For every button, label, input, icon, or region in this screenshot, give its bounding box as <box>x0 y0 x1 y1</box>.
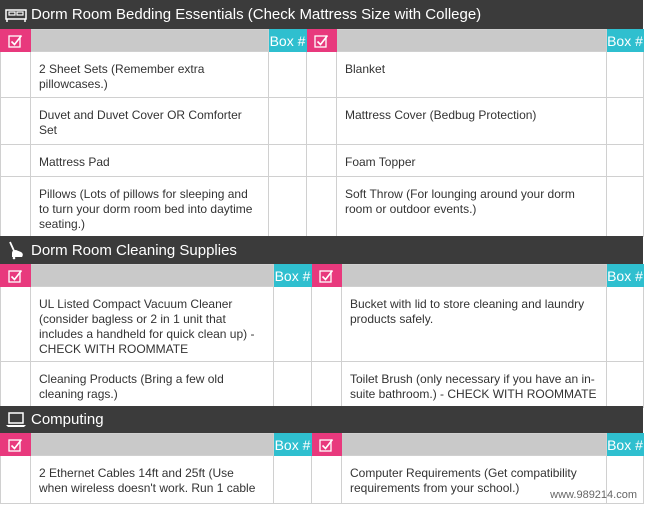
item-column-header <box>31 30 269 52</box>
checkbox-cell[interactable] <box>1 456 31 504</box>
checkbox-cell[interactable] <box>312 287 342 362</box>
section-title: Dorm Room Bedding Essentials (Check Mattress Size with College) <box>31 6 482 23</box>
computing-table <box>0 433 644 504</box>
table-row <box>1 145 644 177</box>
table-header-row <box>1 434 644 456</box>
vacuum-icon <box>5 241 27 259</box>
bed-icon <box>5 6 27 24</box>
table-row <box>1 177 644 237</box>
watermark: www.989214.com <box>550 489 637 501</box>
check-column-header[interactable] <box>1 434 31 456</box>
item-text: Blanket <box>337 52 607 98</box>
table-header-row <box>1 265 644 287</box>
item-text: Mattress Cover (Bedbug Protection) <box>337 98 607 145</box>
checkbox-cell[interactable] <box>1 98 31 145</box>
checkbox-cell[interactable] <box>1 177 31 237</box>
box-number-cell[interactable] <box>269 52 307 98</box>
checkbox-checked-icon <box>8 34 23 48</box>
checkbox-cell[interactable] <box>307 52 337 98</box>
item-text: Computer Requirements (Get compatibility requirements from your school.) <box>342 456 607 504</box>
box-number-cell[interactable] <box>607 362 644 408</box>
section-title: Computing <box>31 411 104 428</box>
box-number-cell[interactable] <box>607 177 644 237</box>
box-number-header: Box # <box>607 434 644 456</box>
box-number-cell[interactable] <box>269 145 307 177</box>
item-text: Cleaning Products (Bring a few old cleaning rags.) <box>31 362 274 408</box>
laptop-icon <box>5 411 27 429</box>
table-row <box>1 362 644 408</box>
section-header-computing <box>0 406 643 433</box>
table-row <box>1 456 644 504</box>
checkbox-checked-icon <box>8 438 23 452</box>
bedding-table <box>0 29 644 237</box>
checkbox-cell[interactable] <box>1 52 31 98</box>
box-number-cell[interactable] <box>274 456 312 504</box>
checkbox-cell[interactable] <box>307 177 337 237</box>
box-number-cell[interactable] <box>607 98 644 145</box>
box-number-header: Box # <box>274 434 312 456</box>
checkbox-checked-icon <box>314 34 329 48</box>
checkbox-cell[interactable] <box>312 362 342 408</box>
checkbox-cell[interactable] <box>307 145 337 177</box>
item-column-header <box>337 30 607 52</box>
box-number-cell[interactable] <box>607 287 644 362</box>
checkbox-cell[interactable] <box>1 287 31 362</box>
box-number-header: Box # <box>269 30 307 52</box>
section-title: Dorm Room Cleaning Supplies <box>31 241 237 259</box>
table-header-row <box>1 30 644 52</box>
item-text: Toilet Brush (only necessary if you have an in-suite bathroom.) - CHECK WITH ROOMMATE <box>342 362 607 408</box>
box-number-cell[interactable] <box>269 177 307 237</box>
item-column-header <box>342 265 607 287</box>
check-column-header[interactable] <box>1 30 31 52</box>
box-number-header: Box # <box>274 265 312 287</box>
box-number-cell[interactable] <box>274 362 312 408</box>
item-text: 2 Ethernet Cables 14ft and 25ft (Use when wireless doesn't work. Run 1 cable <box>31 456 274 504</box>
box-number-cell[interactable] <box>607 52 644 98</box>
item-text: Pillows (Lots of pillows for sleeping and to turn your dorm room bed into daytime seating.) <box>31 177 269 237</box>
checkbox-cell[interactable] <box>312 456 342 504</box>
checkbox-checked-icon <box>319 269 334 283</box>
checkbox-cell[interactable] <box>307 98 337 145</box>
table-row <box>1 52 644 98</box>
section-header-cleaning <box>0 236 643 264</box>
item-text: Bucket with lid to store cleaning and laundry products safely. <box>342 287 607 362</box>
box-number-cell[interactable] <box>269 98 307 145</box>
item-column-header <box>31 434 274 456</box>
item-column-header <box>31 265 274 287</box>
check-column-header[interactable] <box>312 265 342 287</box>
check-column-header[interactable] <box>312 434 342 456</box>
item-text: Foam Topper <box>337 145 607 177</box>
item-column-header <box>342 434 607 456</box>
box-number-cell[interactable] <box>274 287 312 362</box>
checkbox-cell[interactable] <box>1 145 31 177</box>
item-text: Soft Throw (For lounging around your dorm room or outdoor events.) <box>337 177 607 237</box>
check-column-header[interactable] <box>1 265 31 287</box>
item-text: UL Listed Compact Vacuum Cleaner (consider bagless or 2 in 1 unit that includes a handheld for quick clean up) - CHECK WITH ROOMMATE <box>31 287 274 362</box>
box-number-header: Box # <box>607 265 644 287</box>
checkbox-cell[interactable] <box>1 362 31 408</box>
checkbox-checked-icon <box>319 438 334 452</box>
item-text: Duvet and Duvet Cover OR Comforter Set <box>31 98 269 145</box>
section-header-bedding <box>0 0 643 29</box>
cleaning-table <box>0 264 644 408</box>
box-number-cell[interactable] <box>607 145 644 177</box>
box-number-header: Box # <box>607 30 644 52</box>
table-row <box>1 287 644 362</box>
checkbox-checked-icon <box>8 269 23 283</box>
check-column-header[interactable] <box>307 30 337 52</box>
table-row <box>1 98 644 145</box>
item-text: Mattress Pad <box>31 145 269 177</box>
item-text: 2 Sheet Sets (Remember extra pillowcases.) <box>31 52 269 98</box>
